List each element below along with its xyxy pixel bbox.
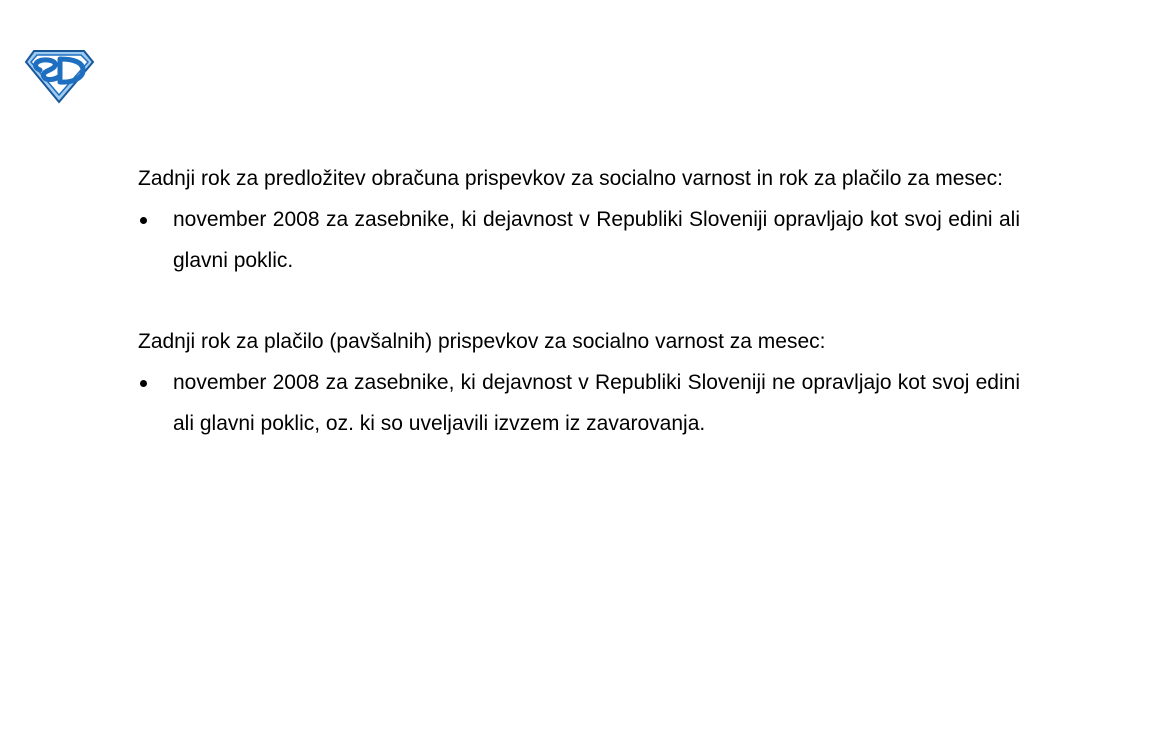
section-2-bullet [138, 362, 1020, 444]
deadline-section-1 [138, 158, 1020, 281]
section-2-bullet-text: november 2008 za zasebnike, ki dejavnost v Republiki Sloveniji ne opravljajo kot svoj edini ali glavni poklic, oz. ki so uveljavili izvzem iz zavarovanja. [173, 371, 1020, 435]
bullet-icon [140, 217, 147, 224]
logo-text: SD [45, 76, 47, 77]
section-1-intro: Zadnji rok za predložitev obračuna prispevkov za socialno varnost in rok za plačilo za mesec: [138, 167, 1003, 190]
sd-logo [22, 48, 96, 104]
shield-logo-icon [22, 48, 96, 104]
section-2-intro: Zadnji rok za plačilo (pavšalnih) prispevkov za socialno varnost za mesec: [138, 330, 826, 353]
section-1-bullet-text: november 2008 za zasebnike, ki dejavnost v Republiki Sloveniji opravljajo kot svoj edini ali glavni poklic. [173, 208, 1020, 272]
document-body [138, 158, 1020, 444]
bullet-icon [140, 380, 147, 387]
section-1-bullet [138, 199, 1020, 281]
deadline-section-2 [138, 321, 1020, 444]
